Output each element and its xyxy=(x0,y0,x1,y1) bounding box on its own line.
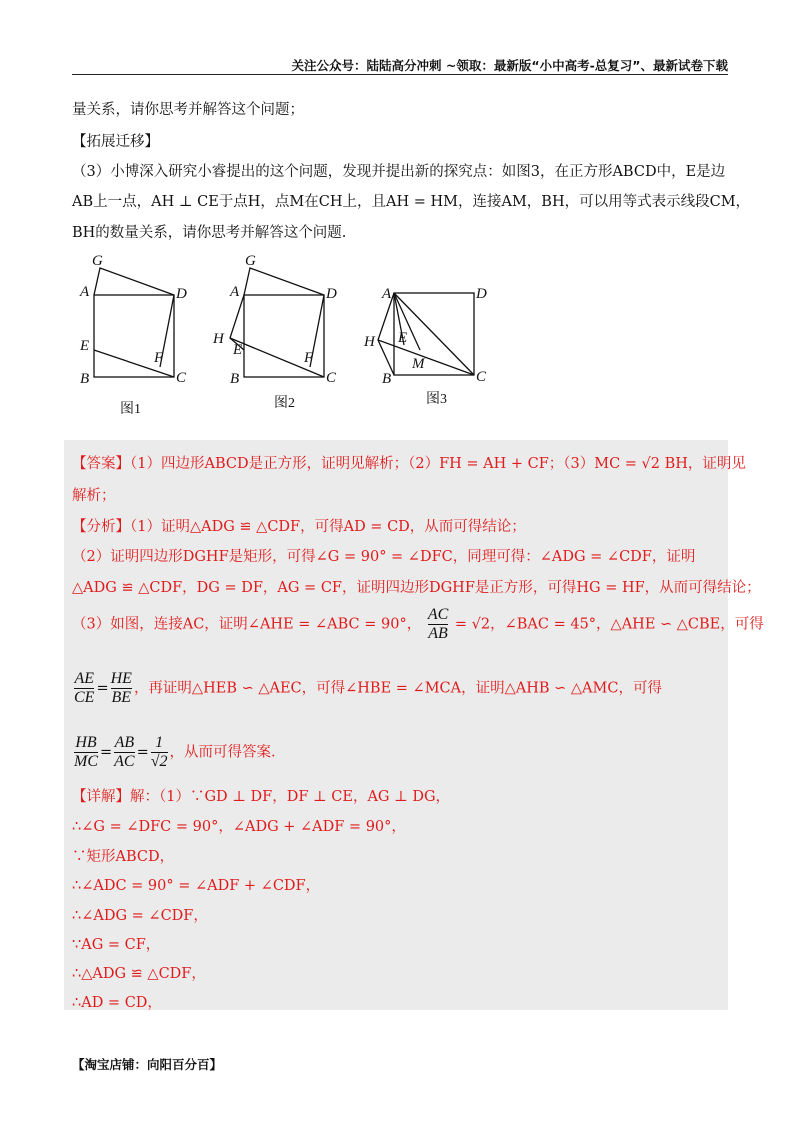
page-footer: 【淘宝店铺：向阳百分百】 xyxy=(72,1057,223,1072)
svg-text:B: B xyxy=(382,371,392,387)
detail-line: ∵矩形ABCD， xyxy=(72,849,175,865)
svg-text:C: C xyxy=(476,369,487,385)
svg-text:B: B xyxy=(230,371,240,387)
fig2-caption: 图2 xyxy=(274,396,295,411)
svg-text:E: E xyxy=(398,330,408,346)
svg-text:H: H xyxy=(213,331,224,347)
svg-text:G: G xyxy=(92,253,103,269)
text-line: 量关系，请你思考并解答这个问题； xyxy=(72,102,304,118)
svg-text:B: B xyxy=(80,371,90,387)
answer-line: 【答案】（1）四边形ABCD是正方形，证明见解析；（2）FH = AH + CF；（3）MC = √2 BH，证明见 xyxy=(72,456,746,472)
detail-line: ∴∠ADC = 90° = ∠ADF + ∠CDF， xyxy=(72,878,321,894)
analysis-line: $\frac{AE}{CE}$ = $\frac{HE}{BE}$ ，再证明△HEB ∽ △AEC，可得∠HBE = ∠MCA，证明△AHB ∽ △AMC，可得 xyxy=(74,670,662,706)
svg-text:A: A xyxy=(80,284,90,300)
detail-line: ∴AD = CD， xyxy=(72,995,162,1011)
analysis-line: $\frac{HB}{MC}$ = $\frac{AB}{AC}$ = $\frac{1}{√2}$ ，从而可得答案. xyxy=(74,734,276,770)
svg-text:G: G xyxy=(245,253,256,269)
geometry-figures xyxy=(70,250,510,420)
svg-text:A: A xyxy=(382,286,392,302)
detail-line: ∴△ADG ≌ △CDF， xyxy=(72,966,206,982)
analysis-line: （2）证明四边形DGHF是矩形，可得∠G = 90° = ∠DFC，同理可得：∠ADG = ∠CDF，证明 xyxy=(72,549,696,565)
detail-line: 【详解】解：（1）∵GD ⊥ DF，DF ⊥ CE，AG ⊥ DG， xyxy=(72,789,451,805)
svg-text:F: F xyxy=(154,350,164,366)
text-line: BH的数量关系，请你思考并解答这个问题. xyxy=(72,225,347,241)
text-line: （3）小博深入研究小睿提出的这个问题，发现并提出新的探究点：如图3，在正方形ABCD中，E是边 xyxy=(72,164,726,180)
answer-line: 解析； xyxy=(72,488,116,504)
text-line: AB上一点，AH ⊥ CE于点H，点M在CH上，且AH = HM，连接AM，BH，可以用等式表示线段CM， xyxy=(72,194,751,210)
analysis-line: △ADG ≌ △CDF，DG = DF，AG = CF，证明四边形DGHF是正方形，可得HG = HF，从而可得结论； xyxy=(72,580,761,596)
svg-text:D: D xyxy=(326,286,337,302)
detail-line: ∵AG = CF， xyxy=(72,937,161,953)
page-header: 关注公众号：陆陆高分冲刺 ~领取：最新版“小中高考-总复习”、最新试卷下载 xyxy=(72,56,728,75)
svg-text:C: C xyxy=(326,370,337,386)
fig3-caption: 图3 xyxy=(426,392,447,407)
svg-text:H: H xyxy=(364,334,375,350)
detail-line: ∴∠G = ∠DFC = 90°，∠ADG + ∠ADF = 90°， xyxy=(72,819,406,835)
svg-text:E: E xyxy=(233,342,243,358)
section-heading: 【拓展迁移】 xyxy=(72,134,159,150)
svg-text:C: C xyxy=(176,370,187,386)
detail-line: ∴∠ADG = ∠CDF， xyxy=(72,908,208,924)
fig1-caption: 图1 xyxy=(120,402,141,417)
svg-text:E: E xyxy=(80,338,90,354)
svg-text:A: A xyxy=(230,284,240,300)
svg-text:M: M xyxy=(412,356,425,372)
analysis-line: （3）如图，连接AC，证明∠AHE = ∠ABC = 90°， $\frac{AC}{AB}$ = √2，∠BAC = 45°，△AHE ∽ △CBE，可得 xyxy=(72,606,764,642)
analysis-line: 【分析】（1）证明△ADG ≌ △CDF，可得AD = CD，从而可得结论； xyxy=(72,519,526,535)
svg-text:F: F xyxy=(304,350,314,366)
svg-text:D: D xyxy=(176,286,187,302)
svg-text:D: D xyxy=(476,286,487,302)
